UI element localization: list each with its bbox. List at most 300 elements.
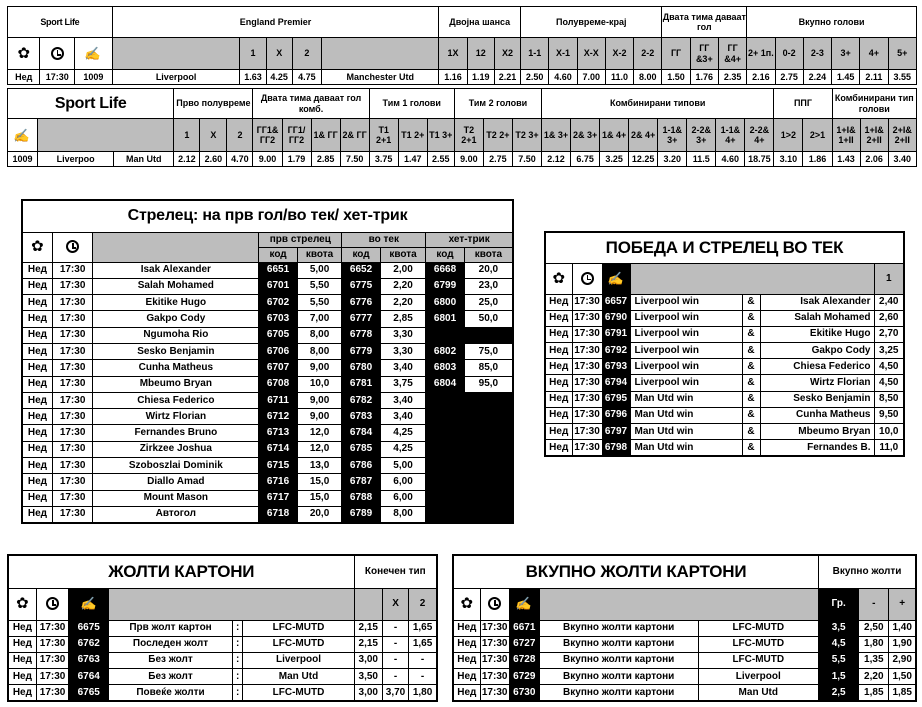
header-first-half: Прво полувреме <box>174 89 253 119</box>
time: 17:30 <box>52 506 92 522</box>
odd[interactable]: 1.79 <box>282 152 311 167</box>
first-odd[interactable]: 15,0 <box>297 474 342 490</box>
during-odd[interactable]: 3,30 <box>380 343 426 359</box>
time: 17:30 <box>52 458 92 474</box>
odd[interactable]: 1.45 <box>832 70 860 85</box>
odd[interactable]: 2.60 <box>200 152 227 167</box>
odd-plus[interactable]: 1,50 <box>889 669 916 685</box>
first-code: 6718 <box>259 506 297 522</box>
col: T1 3+ <box>427 119 454 152</box>
day: Нед <box>22 392 52 408</box>
scorer-row[interactable] <box>22 343 513 359</box>
win-label: Liverpool win <box>630 375 742 391</box>
colon: : <box>232 669 242 685</box>
col: 2+I& 2+II <box>888 119 916 152</box>
ampersand: & <box>742 343 760 359</box>
team: LFC-MUTD <box>698 636 819 652</box>
during-odd[interactable]: 3,40 <box>380 392 426 408</box>
odd-2[interactable]: - <box>409 669 437 685</box>
day: Нед <box>8 636 36 652</box>
player-name: Wirtz Florian <box>760 375 874 391</box>
code: 1009 <box>75 70 113 85</box>
home-team: Liverpoo <box>38 152 114 167</box>
hattrick-odd[interactable] <box>464 441 513 457</box>
odd-2[interactable]: 1,65 <box>409 620 437 636</box>
odd[interactable]: 2.11 <box>860 70 888 85</box>
during-odd[interactable]: 6,00 <box>380 474 426 490</box>
scorer-row[interactable] <box>22 376 513 392</box>
header-odds: квота <box>464 247 513 262</box>
first-code: 6711 <box>259 392 297 408</box>
win-scorer-row[interactable] <box>545 359 904 375</box>
col-hf: 2-2 <box>634 38 662 70</box>
win-label: Man Utd win <box>630 391 742 407</box>
odd-plus[interactable]: 2,90 <box>889 652 916 668</box>
odd-2[interactable]: 1,65 <box>409 636 437 652</box>
odd-2[interactable]: 1,80 <box>409 685 437 701</box>
during-odd[interactable]: 2,85 <box>380 311 426 327</box>
scorer-row[interactable] <box>22 262 513 278</box>
total-cards-row[interactable] <box>453 620 916 636</box>
header-combo: Комбинирани типови <box>542 89 774 119</box>
during-odd[interactable]: 8,00 <box>380 506 426 522</box>
odd[interactable]: 11,0 <box>874 440 904 456</box>
cards-row[interactable] <box>8 669 437 685</box>
team: LFC-MUTD <box>243 685 354 701</box>
hattrick-odd[interactable] <box>464 327 513 343</box>
scorer-row[interactable] <box>22 409 513 425</box>
scorer-row[interactable] <box>22 392 513 408</box>
player-name: Автогол <box>93 506 259 522</box>
col-1: 1 <box>240 38 266 70</box>
hattrick-code: 6804 <box>426 376 464 392</box>
hattrick-odd[interactable] <box>464 474 513 490</box>
first-odd[interactable]: 10,0 <box>297 376 342 392</box>
player-name: Salah Mohamed <box>93 278 259 294</box>
day: Нед <box>22 295 52 311</box>
day: Нед <box>22 425 52 441</box>
odd[interactable]: 7.50 <box>512 152 541 167</box>
odd[interactable]: 2.50 <box>521 70 549 85</box>
odd[interactable]: 3.20 <box>658 152 687 167</box>
brand-logo: Sport Life <box>8 89 174 119</box>
ampersand: & <box>742 310 760 326</box>
hattrick-odd[interactable]: 20,0 <box>464 262 513 278</box>
odd[interactable]: 9,50 <box>874 407 904 423</box>
gear-icon: ✿ <box>22 232 52 262</box>
odd[interactable]: 3.75 <box>369 152 398 167</box>
col-x: X <box>266 38 292 70</box>
odd[interactable]: 3.40 <box>888 152 916 167</box>
player-name: Chiesa Federico <box>93 392 259 408</box>
odd-1[interactable]: 3,00 <box>354 652 382 668</box>
odd-minus[interactable]: 2,20 <box>859 669 889 685</box>
odd-1[interactable]: 2,15 <box>354 620 382 636</box>
day: Нед <box>22 343 52 359</box>
odd[interactable]: 2.16 <box>747 70 775 85</box>
no-bet-icon: ✍ <box>509 588 539 620</box>
col: T1 2+ <box>398 119 427 152</box>
first-odd[interactable]: 8,00 <box>297 343 342 359</box>
during-odd[interactable]: 3,75 <box>380 376 426 392</box>
ampersand: & <box>742 294 760 310</box>
scorer-title: Стрелец: на прв гол/во тек/ хет-трик <box>22 200 513 232</box>
cards-row[interactable] <box>8 652 437 668</box>
odd[interactable]: 1.76 <box>690 70 718 85</box>
day: Нед <box>453 620 480 636</box>
odd-1[interactable]: 3,00 <box>354 685 382 701</box>
header-total-cards: Вкупно жолти <box>819 555 916 588</box>
col: 2& 3+ <box>571 119 600 152</box>
during-code: 6779 <box>342 343 380 359</box>
scorer-row[interactable] <box>22 295 513 311</box>
odd[interactable]: 8,50 <box>874 391 904 407</box>
hattrick-odd[interactable]: 75,0 <box>464 343 513 359</box>
odd-2[interactable]: - <box>409 652 437 668</box>
hattrick-odd[interactable] <box>464 392 513 408</box>
odd[interactable]: 1.50 <box>662 70 690 85</box>
colon: : <box>232 685 242 701</box>
day: Нед <box>545 424 572 440</box>
win-scorer-row[interactable] <box>545 440 904 456</box>
odd[interactable]: 2.21 <box>494 70 520 85</box>
code: 6763 <box>69 652 109 668</box>
clock-icon <box>36 588 69 620</box>
odd[interactable]: 7.00 <box>577 70 605 85</box>
group: 3,5 <box>819 620 859 636</box>
col-total: 4+ <box>860 38 888 70</box>
day: Нед <box>22 474 52 490</box>
during-odd[interactable]: 2,20 <box>380 278 426 294</box>
scorer-row[interactable] <box>22 327 513 343</box>
hattrick-odd[interactable]: 95,0 <box>464 376 513 392</box>
win-label: Liverpool win <box>630 294 742 310</box>
time: 17:30 <box>480 620 509 636</box>
scorer-row[interactable] <box>22 506 513 522</box>
during-code: 6776 <box>342 295 380 311</box>
odd[interactable]: 2.35 <box>718 70 746 85</box>
time: 17:30 <box>572 343 602 359</box>
market-label: Последен жолт <box>109 636 233 652</box>
time: 17:30 <box>52 343 92 359</box>
spacer <box>109 588 354 620</box>
odd[interactable]: 6.75 <box>571 152 600 167</box>
col: 1& 4+ <box>600 119 629 152</box>
odd[interactable]: 3,25 <box>874 343 904 359</box>
odd[interactable]: 18.75 <box>745 152 774 167</box>
odd[interactable]: 2.12 <box>542 152 571 167</box>
win-scorer-row[interactable] <box>545 294 904 310</box>
code: 6790 <box>602 310 630 326</box>
first-odd[interactable]: 5,50 <box>297 295 342 311</box>
odd[interactable]: 4.25 <box>266 70 292 85</box>
hattrick-odd[interactable]: 85,0 <box>464 360 513 376</box>
during-odd[interactable]: 2,00 <box>380 262 426 278</box>
odd-1[interactable]: 3,50 <box>354 669 382 685</box>
scorer-row[interactable] <box>22 278 513 294</box>
player-name: Cunha Matheus <box>93 360 259 376</box>
away-team: Man Utd <box>114 152 174 167</box>
win-label: Man Utd win <box>630 424 742 440</box>
first-code: 6717 <box>259 490 297 506</box>
code: 6765 <box>69 685 109 701</box>
odd[interactable]: 1.19 <box>467 70 494 85</box>
market-label: Повеќе жолти <box>109 685 233 701</box>
gear-icon: ✿ <box>453 588 480 620</box>
hattrick-odd[interactable] <box>464 490 513 506</box>
first-odd[interactable]: 9,00 <box>297 360 342 376</box>
win-scorer-row[interactable] <box>545 424 904 440</box>
first-code: 6706 <box>259 343 297 359</box>
time: 17:30 <box>572 326 602 342</box>
code: 6792 <box>602 343 630 359</box>
code: 6794 <box>602 375 630 391</box>
first-odd[interactable]: 9,00 <box>297 392 342 408</box>
clock-icon <box>572 263 602 294</box>
during-code: 6788 <box>342 490 380 506</box>
odd[interactable]: 9.00 <box>454 152 483 167</box>
win-scorer-row[interactable] <box>545 343 904 359</box>
win-scorer-row[interactable] <box>545 407 904 423</box>
first-code: 6714 <box>259 441 297 457</box>
odd[interactable]: 8.00 <box>634 70 662 85</box>
ampersand: & <box>742 375 760 391</box>
odd-plus[interactable]: 1,90 <box>889 636 916 652</box>
win-label: Man Utd win <box>630 407 742 423</box>
hattrick-code <box>426 392 464 408</box>
odd[interactable]: 4.60 <box>716 152 745 167</box>
day: Нед <box>22 360 52 376</box>
first-odd[interactable]: 13,0 <box>297 458 342 474</box>
market-label: Вкупно жолти картони <box>539 636 698 652</box>
odd[interactable]: 2.24 <box>803 70 831 85</box>
total-cards-row[interactable] <box>453 669 916 685</box>
odd-x[interactable]: - <box>382 636 408 652</box>
first-code: 6701 <box>259 278 297 294</box>
col: 1+I& 1+II <box>832 119 860 152</box>
scorer-row[interactable] <box>22 425 513 441</box>
team: Liverpool <box>698 669 819 685</box>
first-odd[interactable]: 15,0 <box>297 490 342 506</box>
spacer <box>38 119 174 152</box>
no-bet-icon: ✍ <box>75 38 113 70</box>
odd[interactable]: 2,40 <box>874 294 904 310</box>
odd[interactable]: 1.47 <box>398 152 427 167</box>
day: Нед <box>22 262 52 278</box>
time: 17:30 <box>52 376 92 392</box>
day: Нед <box>453 685 480 701</box>
cards-row[interactable] <box>8 636 437 652</box>
odd-1[interactable]: 2,15 <box>354 636 382 652</box>
player-name: Fernandes Bruno <box>93 425 259 441</box>
code: 6728 <box>509 652 539 668</box>
odd[interactable]: 2.55 <box>427 152 454 167</box>
spacer <box>630 263 874 294</box>
scorer-table <box>21 199 514 524</box>
odd-minus[interactable]: 2,50 <box>859 620 889 636</box>
first-odd[interactable]: 9,00 <box>297 409 342 425</box>
hattrick-odd[interactable] <box>464 506 513 522</box>
odd[interactable]: 9.00 <box>253 152 282 167</box>
market-label: Прв жолт картон <box>109 620 233 636</box>
first-code: 6707 <box>259 360 297 376</box>
match-row[interactable] <box>8 152 917 167</box>
col-2: 2 <box>292 38 321 70</box>
odd[interactable]: 2,60 <box>874 310 904 326</box>
col-gg: ГГ <box>662 38 690 70</box>
first-odd[interactable]: 20,0 <box>297 506 342 522</box>
during-code: 6783 <box>342 409 380 425</box>
odd[interactable]: 11.0 <box>605 70 633 85</box>
col: 2 <box>227 119 253 152</box>
scorer-row[interactable] <box>22 441 513 457</box>
during-odd[interactable]: 5,00 <box>380 458 426 474</box>
col: X <box>200 119 227 152</box>
match-row[interactable] <box>8 70 917 85</box>
hattrick-odd[interactable] <box>464 458 513 474</box>
odd[interactable]: 12.25 <box>629 152 658 167</box>
scorer-row[interactable] <box>22 490 513 506</box>
scorer-row[interactable] <box>22 360 513 376</box>
day: Нед <box>545 294 572 310</box>
hattrick-odd[interactable]: 25,0 <box>464 295 513 311</box>
odd[interactable]: 2,70 <box>874 326 904 342</box>
header-team1: Тим 1 голови <box>369 89 454 119</box>
odd[interactable]: 4,50 <box>874 359 904 375</box>
league-title: England Premier <box>112 7 439 38</box>
hattrick-odd[interactable]: 23,0 <box>464 278 513 294</box>
during-odd[interactable]: 2,20 <box>380 295 426 311</box>
odd[interactable]: 1.43 <box>832 152 860 167</box>
during-odd[interactable]: 3,40 <box>380 360 426 376</box>
code: 6798 <box>602 440 630 456</box>
odd-minus[interactable]: 1,35 <box>859 652 889 668</box>
odd[interactable]: 4,50 <box>874 375 904 391</box>
odd[interactable]: 2.75 <box>775 70 803 85</box>
hattrick-code: 6799 <box>426 278 464 294</box>
odd[interactable]: 2.06 <box>860 152 888 167</box>
player-name: Szoboszlai Dominik <box>93 458 259 474</box>
total-cards-row[interactable] <box>453 652 916 668</box>
odd[interactable]: 1.63 <box>240 70 266 85</box>
odd[interactable]: 1.16 <box>439 70 467 85</box>
team: LFC-MUTD <box>243 620 354 636</box>
during-odd[interactable]: 6,00 <box>380 490 426 506</box>
odd-x[interactable]: - <box>382 652 408 668</box>
odd[interactable]: 7.50 <box>340 152 369 167</box>
col-total: 0-2 <box>775 38 803 70</box>
header-both-combo: Двата тима даваат гол комб. <box>253 89 369 119</box>
time: 17:30 <box>52 360 92 376</box>
win-scorer-row[interactable] <box>545 310 904 326</box>
cards-row[interactable] <box>8 685 437 701</box>
colon: : <box>232 620 242 636</box>
colon: : <box>232 652 242 668</box>
hattrick-code: 6802 <box>426 343 464 359</box>
hattrick-code <box>426 441 464 457</box>
player-name: Mbeumo Bryan <box>93 376 259 392</box>
scorer-row[interactable] <box>22 311 513 327</box>
hattrick-code <box>426 506 464 522</box>
scorer-row[interactable] <box>22 474 513 490</box>
scorer-row[interactable] <box>22 458 513 474</box>
first-odd[interactable]: 5,00 <box>297 262 342 278</box>
during-odd[interactable]: 3,30 <box>380 327 426 343</box>
time: 17:30 <box>40 70 75 85</box>
player-name: Gakpo Cody <box>93 311 259 327</box>
col-hf: X-X <box>577 38 605 70</box>
odd[interactable]: 10,0 <box>874 424 904 440</box>
first-odd[interactable]: 7,00 <box>297 311 342 327</box>
odd-minus[interactable]: 1,85 <box>859 685 889 701</box>
day: Нед <box>8 669 36 685</box>
odd-plus[interactable]: 1,40 <box>889 620 916 636</box>
first-odd[interactable]: 12,0 <box>297 441 342 457</box>
day: Нед <box>545 391 572 407</box>
win-scorer-row[interactable] <box>545 391 904 407</box>
odd[interactable]: 4.70 <box>227 152 253 167</box>
during-code: 6775 <box>342 278 380 294</box>
colon: : <box>232 636 242 652</box>
odd[interactable]: 2.12 <box>174 152 200 167</box>
col-hf: X-1 <box>549 38 577 70</box>
odd[interactable]: 11.5 <box>687 152 716 167</box>
odd[interactable]: 4.60 <box>549 70 577 85</box>
odd-x[interactable]: - <box>382 669 408 685</box>
no-bet-icon: ✍ <box>602 263 630 294</box>
first-odd[interactable]: 12,0 <box>297 425 342 441</box>
code: 6675 <box>69 620 109 636</box>
clock-icon <box>40 38 75 70</box>
day: Нед <box>22 278 52 294</box>
time: 17:30 <box>52 327 92 343</box>
day: Нед <box>22 327 52 343</box>
during-odd[interactable]: 4,25 <box>380 425 426 441</box>
odd[interactable]: 1.86 <box>803 152 832 167</box>
odd[interactable]: 2.85 <box>311 152 340 167</box>
odd[interactable]: 2.75 <box>483 152 512 167</box>
first-odd[interactable]: 8,00 <box>297 327 342 343</box>
odd[interactable]: 3.55 <box>888 70 916 85</box>
col-1: 1 <box>874 263 904 294</box>
hattrick-odd[interactable]: 50,0 <box>464 311 513 327</box>
odd[interactable]: 3.10 <box>774 152 803 167</box>
cards-row[interactable] <box>8 620 437 636</box>
spacer <box>539 588 818 620</box>
day: Нед <box>453 669 480 685</box>
day: Нед <box>8 652 36 668</box>
odd-minus[interactable]: 1,80 <box>859 636 889 652</box>
first-odd[interactable]: 5,50 <box>297 278 342 294</box>
brand-logo: Sport Life <box>8 7 113 38</box>
total-cards-row[interactable] <box>453 685 916 701</box>
hattrick-odd[interactable] <box>464 425 513 441</box>
match-odds-table <box>7 6 917 85</box>
win-scorer-row[interactable] <box>545 375 904 391</box>
during-odd[interactable]: 4,25 <box>380 441 426 457</box>
odd-plus[interactable]: 1,85 <box>889 685 916 701</box>
odd[interactable]: 3.25 <box>600 152 629 167</box>
hattrick-odd[interactable] <box>464 409 513 425</box>
odd[interactable]: 4.75 <box>292 70 321 85</box>
player-name: Sesko Benjamin <box>93 343 259 359</box>
win-scorer-row[interactable] <box>545 326 904 342</box>
during-odd[interactable]: 3,40 <box>380 409 426 425</box>
total-cards-row[interactable] <box>453 636 916 652</box>
odd-x[interactable]: - <box>382 620 408 636</box>
header-ppg: ППГ <box>774 89 832 119</box>
odd-x[interactable]: 3,70 <box>382 685 408 701</box>
